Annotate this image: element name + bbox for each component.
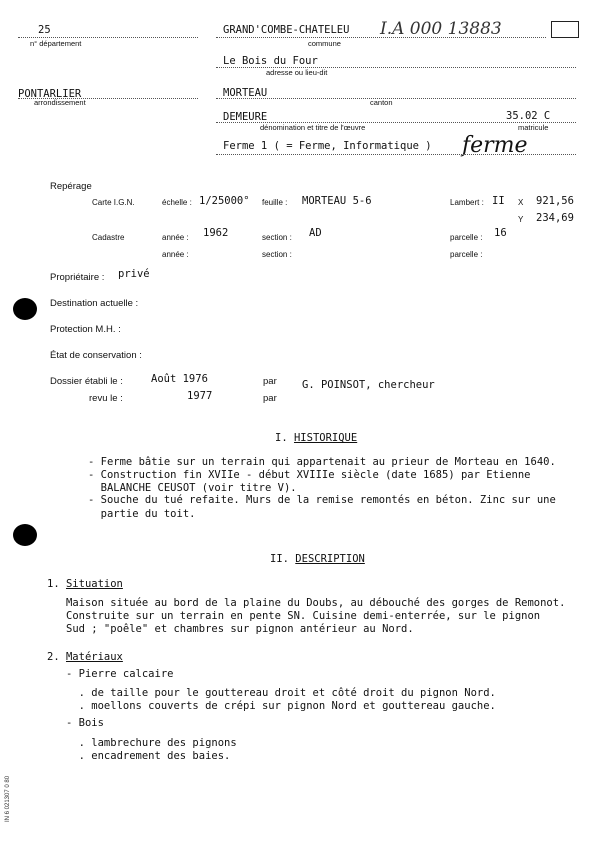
dossier-author: G. POINSOT, chercheur <box>302 379 435 391</box>
address-label: adresse ou lieu-dit <box>266 68 328 77</box>
par-label: par <box>263 376 277 387</box>
revu-label: revu le : <box>89 393 123 404</box>
materiaux-heading <box>47 651 123 663</box>
matricule-value: 35.02 C <box>506 110 551 122</box>
margin-code: IN 6 021307 0 80 <box>5 775 11 822</box>
y-label: Y <box>518 215 524 224</box>
etat-label: État de conservation : <box>50 350 142 361</box>
materiaux-title: Matériaux <box>65 651 123 663</box>
section-label: section : <box>262 233 292 242</box>
annee2-label: année : <box>162 250 189 259</box>
y-value: 234,69 <box>536 212 574 224</box>
destination-label: Destination actuelle : <box>50 298 139 309</box>
title-value: Ferme 1 ( = Ferme, Informatique ) <box>223 140 432 152</box>
historique-line-4: - Souche du tué refaite. Murs de la remise remontés en béton. Zinc sur une <box>88 494 556 506</box>
materiaux-line-1: - Pierre calcaire <box>66 668 174 680</box>
parcelle-value: 16 <box>494 227 507 239</box>
historique-title: HISTORIQUE <box>293 432 358 444</box>
proprietaire-label: Propriétaire : <box>50 272 105 283</box>
echelle-label: échelle : <box>162 198 192 207</box>
commune-value: GRAND'COMBE-CHATELEU <box>223 24 350 36</box>
arrondissement-value: PONTARLIER <box>18 88 82 100</box>
parcelle-label: parcelle : <box>450 233 483 242</box>
arrondissement-label: arrondissement <box>34 98 86 107</box>
historique-line-2: - Construction fin XVIIe - début XVIIIe siècle (date 1685) par Etienne <box>88 469 531 481</box>
address-value: Le Bois du Four <box>223 55 318 67</box>
par2-label: par <box>263 393 277 404</box>
historique-line-1: - Ferme bâtie sur un terrain qui appartenait au prieur de Morteau en 1640. <box>88 456 556 468</box>
cadastre-label: Cadastre <box>92 233 125 242</box>
commune-label: commune <box>308 39 341 48</box>
historique-line-3: BALANCHE CEUSOT (voir titre V). <box>88 482 297 494</box>
protection-label: Protection M.H. : <box>50 324 121 335</box>
echelle-value: 1/25000° <box>199 195 250 207</box>
situation-heading <box>47 578 123 590</box>
historique-line-5: partie du toit. <box>88 508 196 520</box>
annee-value: 1962 <box>203 227 229 239</box>
materiaux-line-3: . moellons couverts de crépi sur pignon Nord et gouttereau gauche. <box>66 700 496 712</box>
carte-label: Carte I.G.N. <box>92 198 135 207</box>
handwritten-note: ferme <box>462 133 528 158</box>
materiaux-num: 2. <box>47 651 60 663</box>
matricule-label: matricule <box>518 123 549 132</box>
empty-box <box>551 21 579 38</box>
x-value: 921,56 <box>536 195 574 207</box>
canton-value: MORTEAU <box>223 87 268 99</box>
materiaux-line-2: . de taille pour le gouttereau droit et côté droit du pignon Nord. <box>66 687 496 699</box>
description-num: II. <box>270 553 289 565</box>
situation-line-3: Sud ; "poêle" et chambres sur pignon antérieur au Nord. <box>66 623 414 635</box>
description-title: DESCRIPTION <box>295 553 365 565</box>
proprietaire-value: privé <box>118 268 150 280</box>
feuille-label: feuille : <box>262 198 288 207</box>
denomination-label: dénomination et titre de l'œuvre <box>260 123 366 132</box>
historique-heading <box>275 432 357 444</box>
description-heading <box>270 553 365 565</box>
punch-hole-top <box>13 298 37 320</box>
dept-value: 25 <box>38 24 51 36</box>
section-value: AD <box>309 227 322 239</box>
dossier-label: Dossier établi le : <box>50 376 123 387</box>
revu-date: 1977 <box>187 390 213 402</box>
historique-num: I. <box>275 432 288 444</box>
inventory-number: I.A 000 13883 <box>380 19 502 39</box>
canton-label: canton <box>370 98 393 107</box>
lambert-value: II <box>492 195 505 207</box>
feuille-value: MORTEAU 5-6 <box>302 195 372 207</box>
situation-line-2: Construite sur un terrain en pente SN. Cuisine demi-enterrée, sur le pignon <box>66 610 541 622</box>
reperage-label: Repérage <box>50 181 92 192</box>
situation-num: 1. <box>47 578 60 590</box>
lambert-label: Lambert : <box>450 198 484 207</box>
situation-line-1: Maison située au bord de la plaine du Doubs, au débouché des gorges de Remonot. <box>66 597 566 609</box>
materiaux-line-4: - Bois <box>66 717 104 729</box>
dossier-date: Août 1976 <box>151 373 208 385</box>
annee-label: année : <box>162 233 189 242</box>
denomination-value: DEMEURE <box>223 111 268 123</box>
situation-title: Situation <box>65 578 123 590</box>
dept-label: n° département <box>30 39 82 48</box>
parcelle2-label: parcelle : <box>450 250 483 259</box>
materiaux-line-5: . lambrechure des pignons <box>66 737 237 749</box>
x-label: X <box>518 198 524 207</box>
materiaux-line-6: . encadrement des baies. <box>66 750 231 762</box>
punch-hole-bottom <box>13 524 37 546</box>
section2-label: section : <box>262 250 292 259</box>
